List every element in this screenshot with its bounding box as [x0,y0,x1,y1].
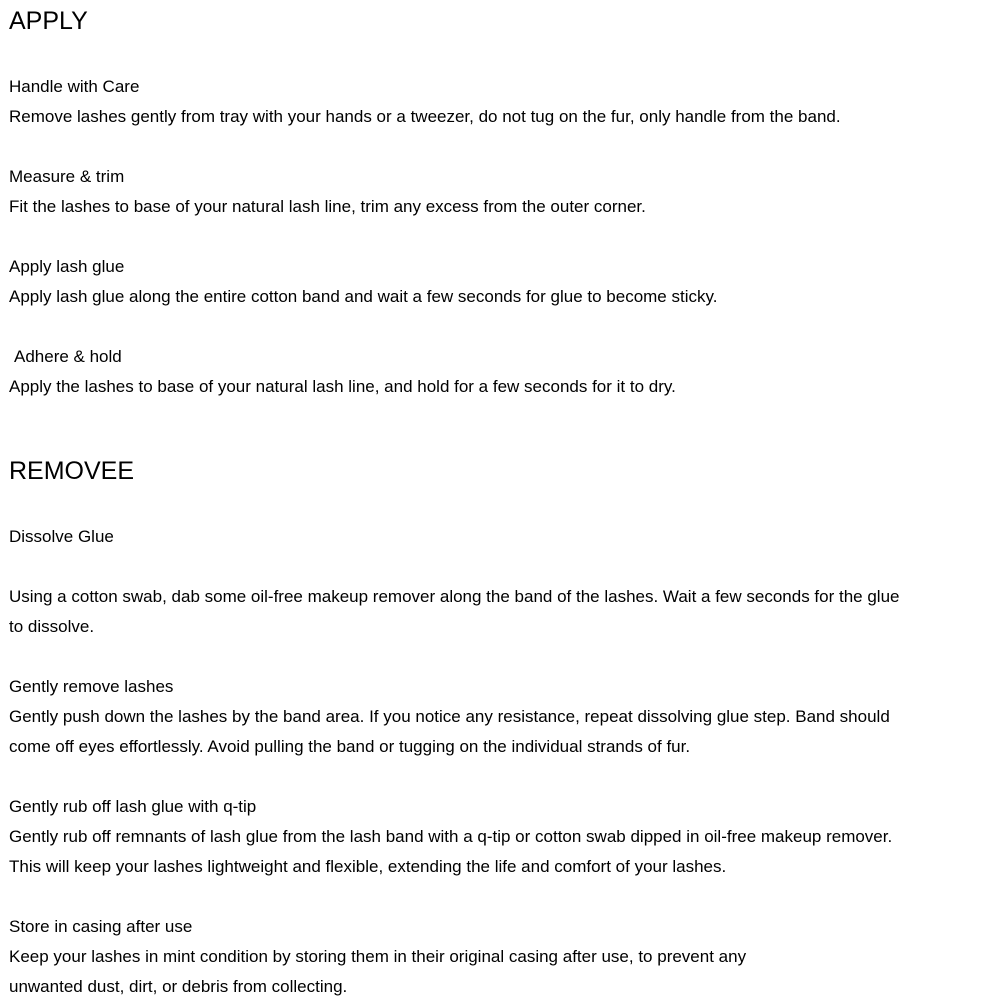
step-heading-store-in-casing: Store in casing after use [9,917,193,936]
step-heading-apply-lash-glue: Apply lash glue [9,257,125,276]
step-heading-adhere-hold: Adhere & hold [14,347,122,366]
apply-section-title: APPLY [9,7,88,35]
step-text-rub-off-glue-line-1: Gently rub off remnants of lash glue from the lash band with a q-tip or cotton swab dipped in oil-free makeup remover. [9,827,893,846]
step-text-handle-with-care: Remove lashes gently from tray with your hands or a tweezer, do not tug on the fur, only handle from the band. [9,107,841,126]
step-heading-dissolve-glue: Dissolve Glue [9,527,114,546]
step-heading-gently-remove-lashes: Gently remove lashes [9,677,174,696]
step-text-store-in-casing-line-2: unwanted dust, dirt, or debris from collecting. [9,977,348,996]
step-text-apply-lash-glue: Apply lash glue along the entire cotton band and wait a few seconds for glue to become sticky. [9,287,718,306]
step-text-gently-remove-lashes-line-2: come off eyes effortlessly. Avoid pulling the band or tugging on the individual strands of fur. [9,737,691,756]
step-heading-rub-off-glue: Gently rub off lash glue with q-tip [9,797,257,816]
step-text-rub-off-glue-line-2: This will keep your lashes lightweight and flexible, extending the life and comfort of your lashes. [9,857,727,876]
step-heading-handle-with-care: Handle with Care [9,77,140,96]
step-text-store-in-casing-line-1: Keep your lashes in mint condition by storing them in their original casing after use, to prevent any [9,947,747,966]
step-text-gently-remove-lashes-line-1: Gently push down the lashes by the band area. If you notice any resistance, repeat dissolving glue step. Band should [9,707,890,726]
step-text-dissolve-glue-line-1: Using a cotton swab, dab some oil-free makeup remover along the band of the lashes. Wait a few seconds for the glue [9,587,900,606]
step-text-dissolve-glue-line-2: to dissolve. [9,617,95,636]
step-heading-measure-trim: Measure & trim [9,167,125,186]
step-text-measure-trim: Fit the lashes to base of your natural lash line, trim any excess from the outer corner. [9,197,646,216]
step-text-adhere-hold: Apply the lashes to base of your natural lash line, and hold for a few seconds for it to dry. [9,377,676,396]
remove-section-title: REMOVEE [9,457,135,485]
